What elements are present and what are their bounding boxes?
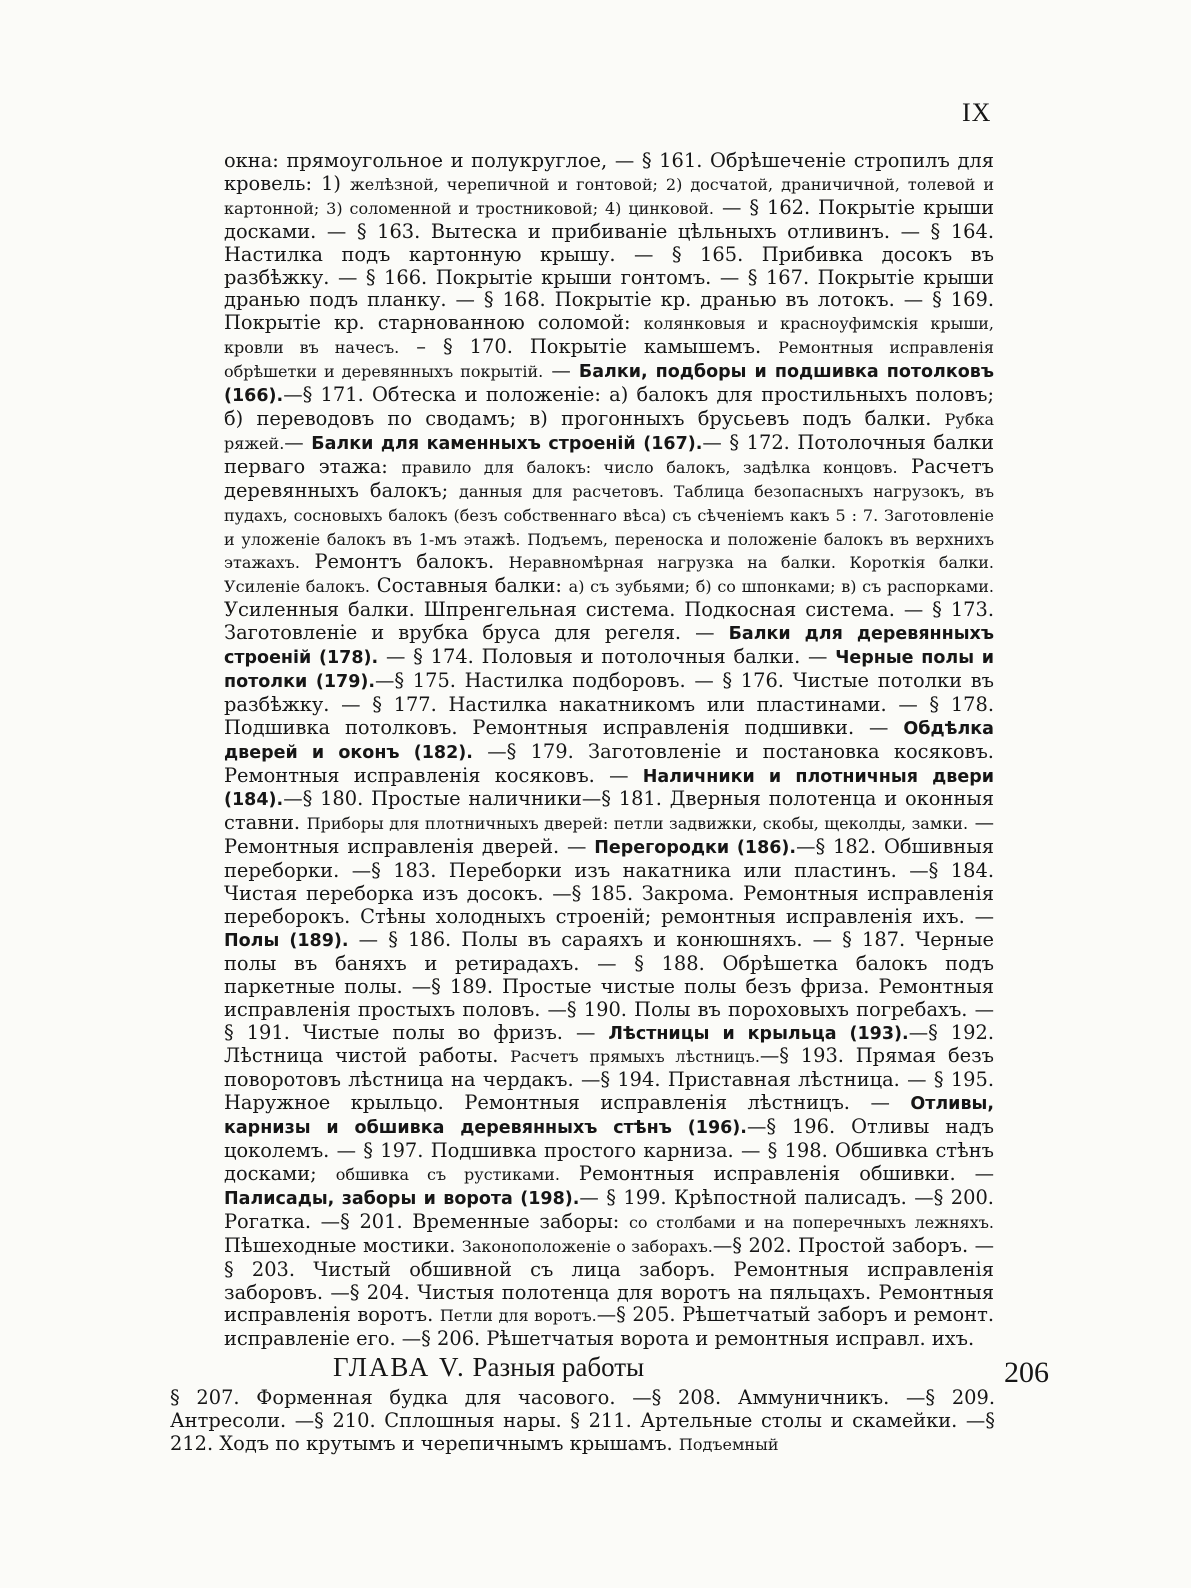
section-heading: Черные полы и потолки (179). — [224, 648, 995, 692]
text-run: Расчетъ деревянныхъ балокъ; — [224, 454, 995, 502]
chapter-title: Разныя работы — [472, 1352, 645, 1382]
text-run: Усиленныя балки. Шпренгельная система. Подкосная система. — § 173. Заготовленіе и врубка бруса для регеля. — — [224, 598, 994, 645]
text-run: — § 172. Потолочныя балки перваго этажа: — [224, 430, 994, 478]
small-text-run: Приборы для плотничныхъ дверей: петли задвижки, скобы, щеколды, замки. — [306, 814, 969, 834]
small-text-run: Рубка ряжей. — [224, 409, 994, 453]
small-text-run: Законоположеніе о заборахъ. — [461, 1236, 713, 1256]
chapter-paragraph — [170, 1387, 995, 1457]
small-text-run: со столбами и на поперечныхъ лежняхъ. — [628, 1212, 995, 1232]
text-run: Ремонтныя исправленія обшивки. — — [559, 1161, 995, 1185]
text-run: —§ 192. Лѣстница чистой работы. — [224, 1020, 994, 1068]
section-heading: Обдѣлка дверей и оконъ (182). — [224, 718, 994, 763]
text-run: § 207. Форменная будка для часового. —§ 208. Аммуничникъ. —§ 209. Антресоли. —§ 210. Сплошныя нары. § 211. Артельные столы и скамейки. —§ 212. Ходъ по крутымъ и черепичнымъ крышамъ. — [170, 1386, 995, 1455]
text-run: —§ 180. Простые наличники—§ 181. Дверныя полотенца и оконныя ставни. — [224, 787, 994, 835]
text-run: – § 170. Покрытіе камышемъ. — [399, 335, 779, 359]
small-text-run: Ремонтныя исправленія обрѣшетки и деревянныхъ покрытій. — [224, 338, 994, 382]
chapter-label: ГЛАВА V. — [333, 1352, 466, 1382]
text-run: — § 162. Покрытіе крыши досками. — § 163. Вытеска и прибиваніе цѣльныхъ отливинъ. — § 164. Настилка подъ картонную крышу. — § 165. Прибивка досокъ въ разбѣжку. — § 166. Покрытіе крыши гонтомъ. — § 167. Покрытіе крыши дранью подъ планку. — § 168. Покрытіе кр. дранью въ лотокъ. — § 169. Покрытіе кр. старнованною соломой: — [224, 195, 994, 335]
page-number: IX — [962, 98, 992, 127]
section-heading: Балки для каменныхъ строеній (167). — [311, 433, 703, 454]
small-text-run: Расчетъ прямыхъ лѣстницъ. — [510, 1047, 760, 1067]
small-text-run: колянковыя и красноуфимскія крыши, кровли въ начесъ. — [224, 314, 994, 358]
section-heading: Полы (189). — [224, 930, 349, 951]
section-heading: Балки, подборы и подшивка потолковъ (166). — [224, 362, 995, 407]
text-run: —§ 196. Отливы надъ цоколемъ. — § 197. Подшивка простого карниза. — § 198. Обшивка стѣнъ досками; — [224, 1115, 994, 1185]
text-run: —§ 171. Обтеска и положеніе: а) балокъ для простильныхъ половъ; б) переводовъ по сводамъ; в) прогонныхъ брусьевъ подъ балки. — [224, 383, 994, 430]
text-run: —§ 179. Заготовленіе и постановка косяковъ. Ремонтныя исправленія косяковъ. — — [224, 739, 994, 787]
text-run: — — [543, 359, 579, 383]
small-text-run: а) съ зубьями; б) со шпонками; в) съ распорками. — [568, 577, 995, 597]
contents-paragraph — [224, 150, 994, 1351]
small-text-run: Неравномѣрная нагрузка на балки. Короткія балки. Усиленіе балокъ. — [224, 553, 995, 597]
text-run: —§ 202. Простой заборъ. —§ 203. Чистый обшивной съ лица заборъ. Ремонтныя исправленія заборовъ. —§ 204. Чистыя полотенца для воротъ на пяльцахъ. Ремонтныя исправленія воротъ. — [224, 1233, 994, 1327]
text-run: — § 174. Половыя и потолочныя балки. — — [378, 645, 836, 669]
text-run: Составныя балки: — [370, 574, 569, 598]
section-heading: Наличники и плотничныя двери (184). — [224, 766, 994, 811]
small-text-run: желѣзной, черепичной и гонтовой; 2) досчатой, драничичной, толевой и картонной; 3) соломенной и тростниковой; 4) цинковой. — [224, 174, 994, 218]
text-run: — Ремонтныя исправленія дверей. — — [224, 811, 994, 859]
text-run: — § 186. Полы въ сараяхъ и конюшняхъ. — § 187. Черные полы въ баняхъ и ретирадахъ. — § 188. Обрѣшетка балокъ подъ паркетные полы. —§ 189. Простые чистые полы безъ фриза. Ремонтныя исправленія простыхъ половъ. —§ 190. Полы въ пороховыхъ погребахъ. —§ 191. Чистые полы во фризъ. — — [224, 927, 994, 1044]
text-run: —§ 175. Настилка подборовъ. — § 176. Чистые потолки въ разбѣжку. — § 177. Настилка накатникомъ или пластинами. — § 178. Подшивка потолковъ. Ремонтныя исправленія подшивки. — — [224, 668, 994, 739]
text-run: —§ 193. Прямая безъ поворотовъ лѣстница на чердакъ. —§ 194. Приставная лѣстница. — § 195. Наружное крыльцо. Ремонтныя исправленія лѣстницъ. — — [224, 1044, 995, 1115]
chapter-contents-text — [170, 1387, 995, 1457]
text-run: окна: прямоугольное и полукруглое, — § 161. Обрѣшеченіе стропилъ для кровель: 1) — [224, 149, 994, 195]
small-text-run: Петли для воротъ. — [439, 1306, 597, 1326]
text-run: Ремонтъ балокъ. — [299, 550, 509, 574]
text-run: — — [284, 430, 312, 454]
section-heading: Палисады, заборы и ворота (198). — [224, 1188, 580, 1209]
text-run: — § 199. Крѣпостной палисадъ. —§ 200. Рогатка. —§ 201. Временные заборы: — [224, 1185, 994, 1233]
table-of-contents-text — [224, 150, 994, 1351]
small-text-run: Подъемный — [678, 1434, 779, 1454]
section-heading: Перегородки (186). — [594, 838, 797, 859]
section-heading: Лѣстницы и крыльца (193). — [608, 1023, 909, 1044]
small-text-run: данныя для расчетовъ. Таблица безопасныхъ нагрузокъ, въ пудахъ, сосновыхъ балокъ (безъ собственнаго вѣса) съ сѣченіемъ какъ 5 : 7. Заготовленіе и уложеніе балокъ въ 1-мъ этажѣ. Подъемъ, переноска и положеніе балокъ въ верхнихъ этажахъ. — [224, 481, 994, 573]
section-heading: Балки для деревянныхъ строеній (178). — [224, 624, 994, 669]
chapter-page-number: 206 — [1004, 1356, 1049, 1389]
text-run: —§ 182. Обшивныя переборки. —§ 183. Переборки изъ накатника или пластинъ. —§ 184. Чистая переборка изъ досокъ. —§ 185. Закрома. Ремонтныя исправленія переборокъ. Стѣны холодныхъ строеній; ремонтныя исправленія ихъ. — — [224, 835, 995, 928]
text-run: Пѣшеходные мостики. — [224, 1233, 462, 1257]
small-text-run: правило для балокъ: число балокъ, задѣлка концовъ. — [401, 457, 898, 477]
chapter-heading — [333, 1352, 644, 1383]
text-run: —§ 205. Рѣшетчатый заборъ и ремонт. исправленіе его. —§ 206. Рѣшетчатыя ворота и ремонтныя исправл. ихъ. — [224, 1303, 994, 1351]
section-heading: Отливы, карнизы и обшивка деревянныхъ стѣнъ (196). — [224, 1094, 994, 1139]
small-text-run: обшивка съ рустиками. — [335, 1164, 560, 1184]
